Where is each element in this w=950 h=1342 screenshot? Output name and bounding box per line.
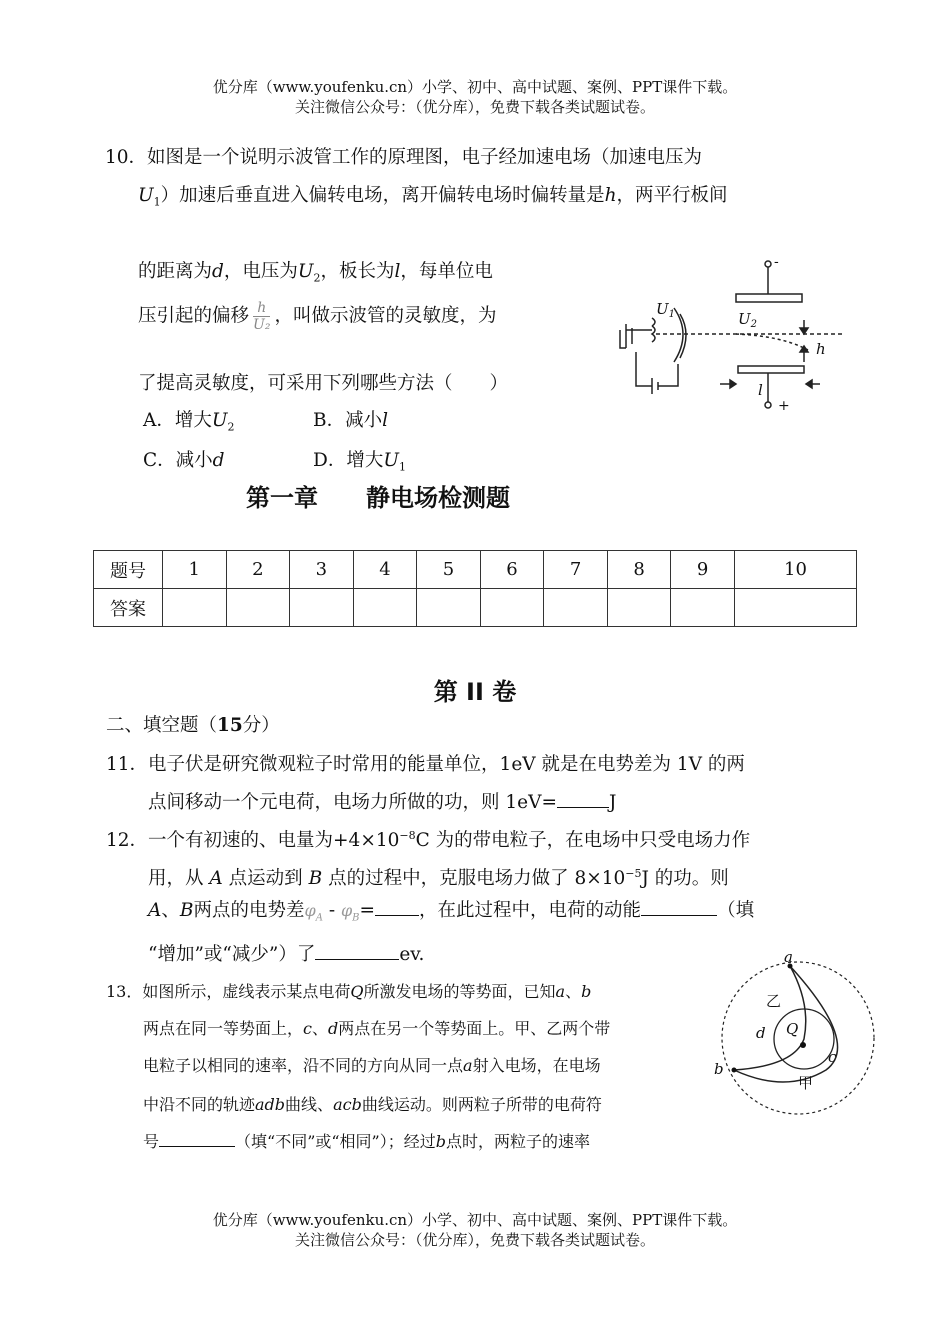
answer-cell[interactable] (163, 589, 227, 627)
answer-table-header-row (94, 551, 857, 589)
q12-line-3: A、B两点的电势差$\varphi_A - \varphi_B=$ ，在此过程中，电荷的动能 （填 (148, 900, 755, 924)
q11-line-2: 点间移动一个元电荷，电场力所做的功，则 1eV= J (148, 792, 617, 813)
fig10-plus-label: + (778, 398, 790, 414)
equipotential-diagram (706, 944, 876, 1120)
fig13-a-label: a (784, 948, 793, 966)
q13-line-1: 13．如图所示，虚线表示某点电荷Q所激发电场的等势面，已知a、b (106, 982, 592, 1001)
answer-table-number-cell: 6 (480, 551, 544, 589)
footer-line-2: 关注微信公众号：（优分库），免费下载各类试题试卷。 (294, 1231, 655, 1249)
q12-blank-potential[interactable] (375, 914, 419, 916)
header-line-1: 优分库（www.youfenku.cn）小学、初中、高中试题、案例、PPT课件下载。 (212, 78, 738, 96)
q12-line-2: 用，从 A 点运动到 B 点的过程中，克服电场力做了 $8\times 10^{-5}J$ 的功。则 (148, 866, 729, 889)
sensitivity-fraction: $\frac{h}{\text{U₂}}$ (253, 300, 271, 333)
q12-line-4: “增加”或“减少”）了 ev. (148, 944, 425, 965)
answer-cell[interactable] (290, 589, 354, 627)
fig10-u2-label: $U_2$ (738, 310, 758, 330)
fig13-b-label: b (714, 1060, 724, 1078)
section-2-title: 二、填空题（15分） (106, 715, 280, 736)
q10-line-2: $U_1$）加速后垂直进入偏转电场，离开偏转电场时偏转量是h，两平行板间 (138, 185, 728, 209)
chapter-title: 第一章 静电场检测题 (246, 484, 510, 512)
fig13-jia-label: 甲 (798, 1074, 814, 1092)
q13-line-2: 两点在同一等势面上，c、d两点在另一个等势面上。甲、乙两个带 (143, 1019, 611, 1038)
q10-option-a: A．增大$U_2$ (143, 410, 235, 434)
answer-table-number-cell: 8 (607, 551, 671, 589)
q12-blank-kinetic[interactable] (641, 914, 717, 916)
q13-line-4: 中沿不同的轨迹adb曲线、acb曲线运动。则两粒子所带的电荷符 (143, 1095, 602, 1114)
footer-line-1: 优分库（www.youfenku.cn）小学、初中、高中试题、案例、PPT课件下载。 (212, 1211, 738, 1229)
answer-cell[interactable] (544, 589, 608, 627)
answer-table-number-cell: 3 (290, 551, 354, 589)
answer-table (93, 550, 857, 627)
answer-table-number-cell: 2 (226, 551, 290, 589)
answer-cell[interactable] (734, 589, 856, 627)
q10-line-3: 的距离为d，电压为$U_2$，板长为l，每单位电 (138, 261, 493, 285)
q13-line-5: 号 （填“不同”或“相同”）；经过b点时，两粒子的速率 (143, 1132, 591, 1151)
answer-table-label-answer: 答案 (94, 589, 163, 627)
fig10-minus-label: - (774, 254, 779, 270)
fig13-q-label: Q (786, 1020, 799, 1038)
fig10-l-label: l (758, 381, 763, 399)
answer-cell[interactable] (353, 589, 417, 627)
q11-line-1: 11．电子伏是研究微观粒子时常用的能量单位，1eV 就是在电势差为 1V 的两 (106, 754, 745, 775)
q10-option-b: B．减小l (313, 410, 389, 431)
oscilloscope-diagram (612, 252, 848, 420)
q10-line-4: 压引起的偏移 $\frac{h}{\text{U₂}}$ ，叫做示波管的灵敏度，为 (138, 300, 497, 333)
q11-blank[interactable] (557, 806, 609, 808)
answer-cell[interactable] (671, 589, 735, 627)
fig10-h-label: h (816, 340, 826, 358)
answer-table-number-cell: 4 (353, 551, 417, 589)
answer-table-number-cell: 7 (544, 551, 608, 589)
answer-table-number-cell: 5 (417, 551, 481, 589)
answer-cell[interactable] (607, 589, 671, 627)
fig13-c-label: c (828, 1048, 837, 1066)
fig13-d-label: d (756, 1024, 766, 1042)
header-line-2: 关注微信公众号：（优分库），免费下载各类试题试卷。 (294, 98, 655, 116)
answer-table-number-cell: 10 (734, 551, 856, 589)
answer-table-number-cell: 1 (163, 551, 227, 589)
q13-line-3: 电粒子以相同的速率，沿不同的方向从同一点a射入电场，在电场 (143, 1056, 601, 1075)
q10-line-5: 了提高灵敏度，可采用下列哪些方法（ ） (138, 373, 509, 394)
q12-blank-amount[interactable] (315, 958, 399, 960)
answer-table-answer-row (94, 589, 857, 627)
volume-title: 第 II 卷 (433, 678, 517, 706)
q10-option-c: C．减小d (143, 450, 225, 471)
answer-cell[interactable] (417, 589, 481, 627)
answer-cell[interactable] (480, 589, 544, 627)
q13-blank[interactable] (159, 1145, 235, 1147)
answer-table-label-number: 题号 (94, 551, 163, 589)
fig10-u1-label: $U_1$ (656, 300, 676, 320)
answer-table-number-cell: 9 (671, 551, 735, 589)
answer-cell[interactable] (226, 589, 290, 627)
fig13-yi-label: 乙 (766, 992, 782, 1010)
q10-line-1: 10．如图是一个说明示波管工作的原理图，电子经加速电场（加速电压为 (105, 147, 703, 168)
q10-option-d: D．增大$U_1$ (313, 450, 406, 474)
q12-line-1: 12．一个有初速的、电量为$+4\times 10^{-8}C$ 为的带电粒子，在电场中只受电场力作 (106, 828, 751, 851)
